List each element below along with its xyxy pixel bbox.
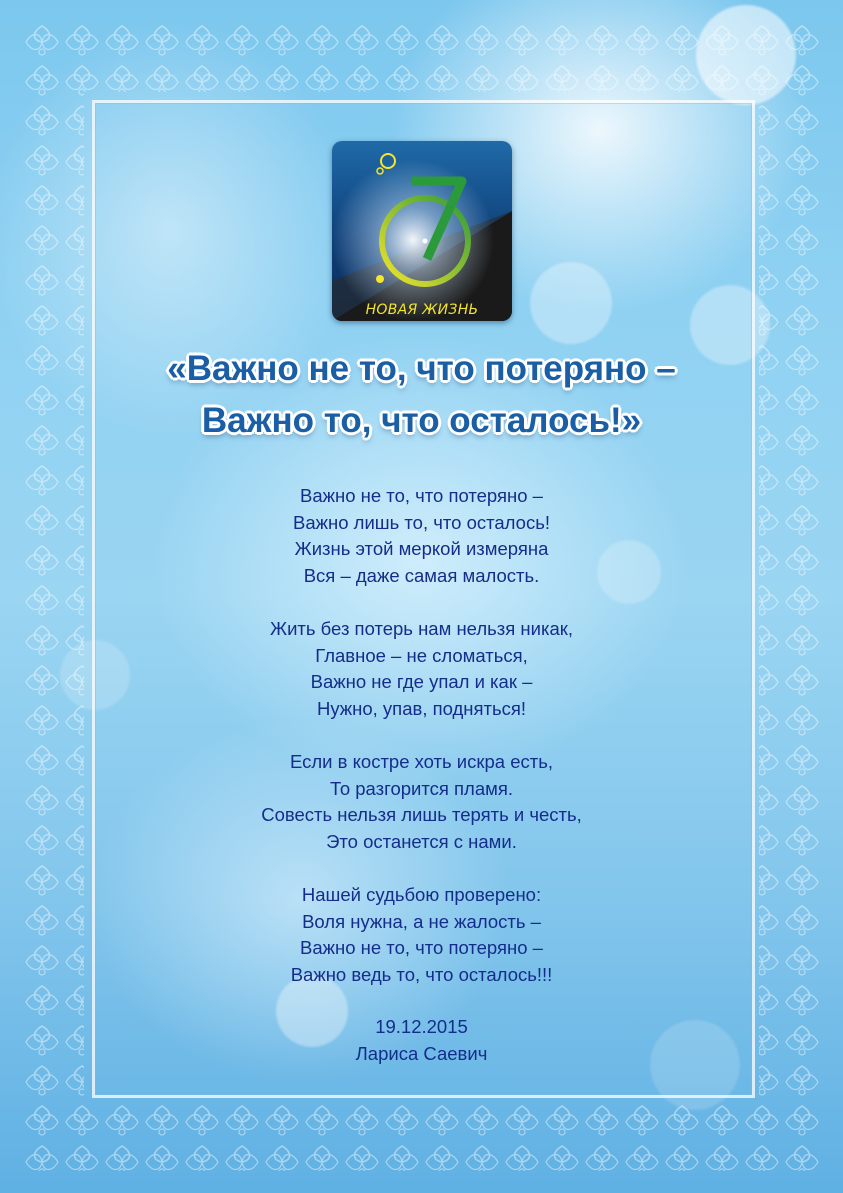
poem-line: Нашей судьбою проверено:: [301, 884, 542, 905]
title-line-1: «Важно не то, что потеряно –: [167, 349, 676, 388]
poem-line: Жизнь этой меркой измеряна: [294, 538, 549, 559]
signature-author: Лариса Саевич: [355, 1042, 488, 1064]
poem-line: Важно ведь то, что осталось!!!: [290, 963, 553, 985]
stanza: [0, 616, 843, 722]
stanza: [0, 882, 843, 988]
poem-line: Нужно, упав, подняться!: [316, 697, 527, 719]
signature: [0, 1014, 843, 1067]
title-line-2: Важно то, что осталось!»: [201, 401, 642, 440]
poem-line: Важно не то, что потеряно –: [300, 937, 543, 958]
page-title: [0, 343, 843, 447]
poem-line: Важно не где упал и как –: [310, 671, 533, 692]
poem-line: Жить без потерь нам нельзя никак,: [270, 618, 573, 639]
poem-line: Важно лишь то, что осталось!: [293, 511, 550, 533]
logo-caption: НОВАЯ ЖИЗНЬ: [365, 302, 479, 318]
poem-line: Главное – не сломаться,: [315, 644, 528, 666]
poem-line: То разгорится пламя.: [329, 777, 514, 799]
poem-line: Совесть нельзя лишь терять и честь,: [261, 804, 582, 825]
poem-body: [0, 483, 843, 1067]
stanza: [0, 483, 843, 589]
stanza: [0, 749, 843, 855]
signature-date: 19.12.2015: [375, 1016, 468, 1037]
poem-line: Это останется с нами.: [326, 830, 517, 852]
poem-line: Воля нужна, а не жалость –: [302, 910, 541, 932]
logo-7-circle-icon: [332, 141, 512, 321]
poem-line: Вся – даже самая малость.: [303, 564, 540, 586]
poem-line: Важно не то, что потеряно –: [300, 485, 543, 506]
poem-line: Если в костре хоть искра есть,: [289, 751, 553, 772]
logo: [332, 141, 512, 321]
